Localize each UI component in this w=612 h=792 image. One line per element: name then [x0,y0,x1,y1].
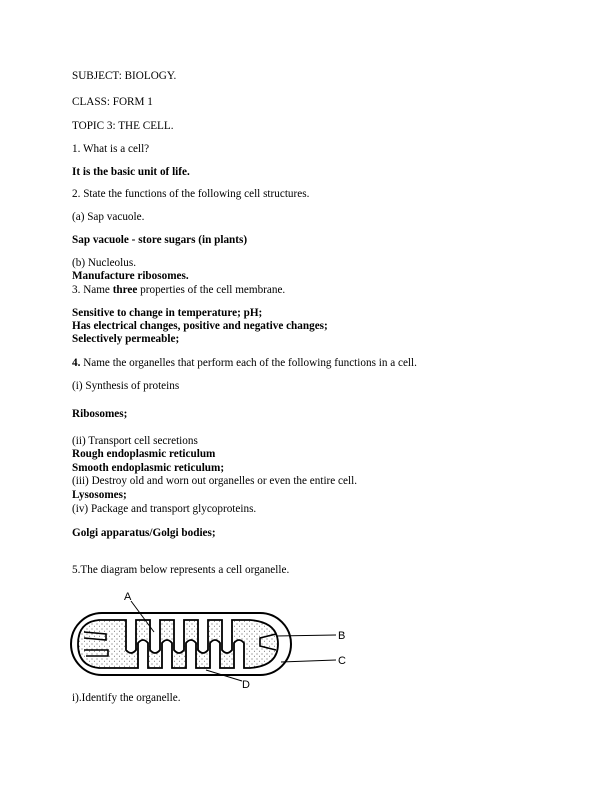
q4-i-answer: Ribosomes; [72,408,128,420]
q4-iii-answer: Lysosomes; [72,489,127,501]
q3-suffix: properties of the cell membrane. [137,284,286,296]
class-line: CLASS: FORM 1 [72,96,153,108]
topic-line: TOPIC 3: THE CELL. [72,120,174,132]
mitochondrion-diagram [66,588,356,688]
q1-question: 1. What is a cell? [72,143,150,155]
q2-b-label: (b) Nucleolus. [72,257,137,269]
q4-text: Name the organelles that perform each of the following functions in a cell. [80,357,417,369]
q4-iv-label: (iv) Package and transport glycoproteins. [72,503,257,515]
label-b: B [338,630,346,642]
q3-answer-1: Sensitive to change in temperature; pH; [72,307,263,319]
q2-a-answer: Sap vacuole - store sugars (in plants) [72,234,248,246]
q4-iii-label: (iii) Destroy old and worn out organelles or even the entire cell. [72,475,357,487]
q4-i-label: (i) Synthesis of proteins [72,380,180,392]
q5-sub-i: i).Identify the organelle. [72,692,181,704]
q3-prefix: 3. Name [72,284,113,296]
q4-number: 4. [72,357,81,369]
q2-question: 2. State the functions of the following cell structures. [72,188,310,200]
q4-iv-answer: Golgi apparatus/Golgi bodies; [72,527,216,539]
leader-b [276,635,336,636]
q2-b-answer: Manufacture ribosomes. [72,270,189,282]
q3-answer-2: Has electrical changes, positive and negative changes; [72,320,328,332]
q3-question [72,284,285,297]
q4-ii-answer-1: Rough endoplasmic reticulum [72,448,216,460]
q3-answer-3: Selectively permeable; [72,333,180,345]
q4-question [72,357,417,370]
label-d: D [242,679,250,688]
q2-a-label: (a) Sap vacuole. [72,211,145,223]
inner-membrane-cristae [78,620,278,668]
label-c: C [338,655,346,667]
q3-emphasis: three [112,284,138,296]
q4-ii-label: (ii) Transport cell secretions [72,435,198,447]
q5-question: 5.The diagram below represents a cell organelle. [72,564,290,576]
leader-c [281,660,336,662]
subject-line: SUBJECT: BIOLOGY. [72,70,177,82]
q4-ii-answer-2: Smooth endoplasmic reticulum; [72,462,225,474]
q1-answer: It is the basic unit of life. [72,166,190,178]
label-a: A [124,591,132,603]
